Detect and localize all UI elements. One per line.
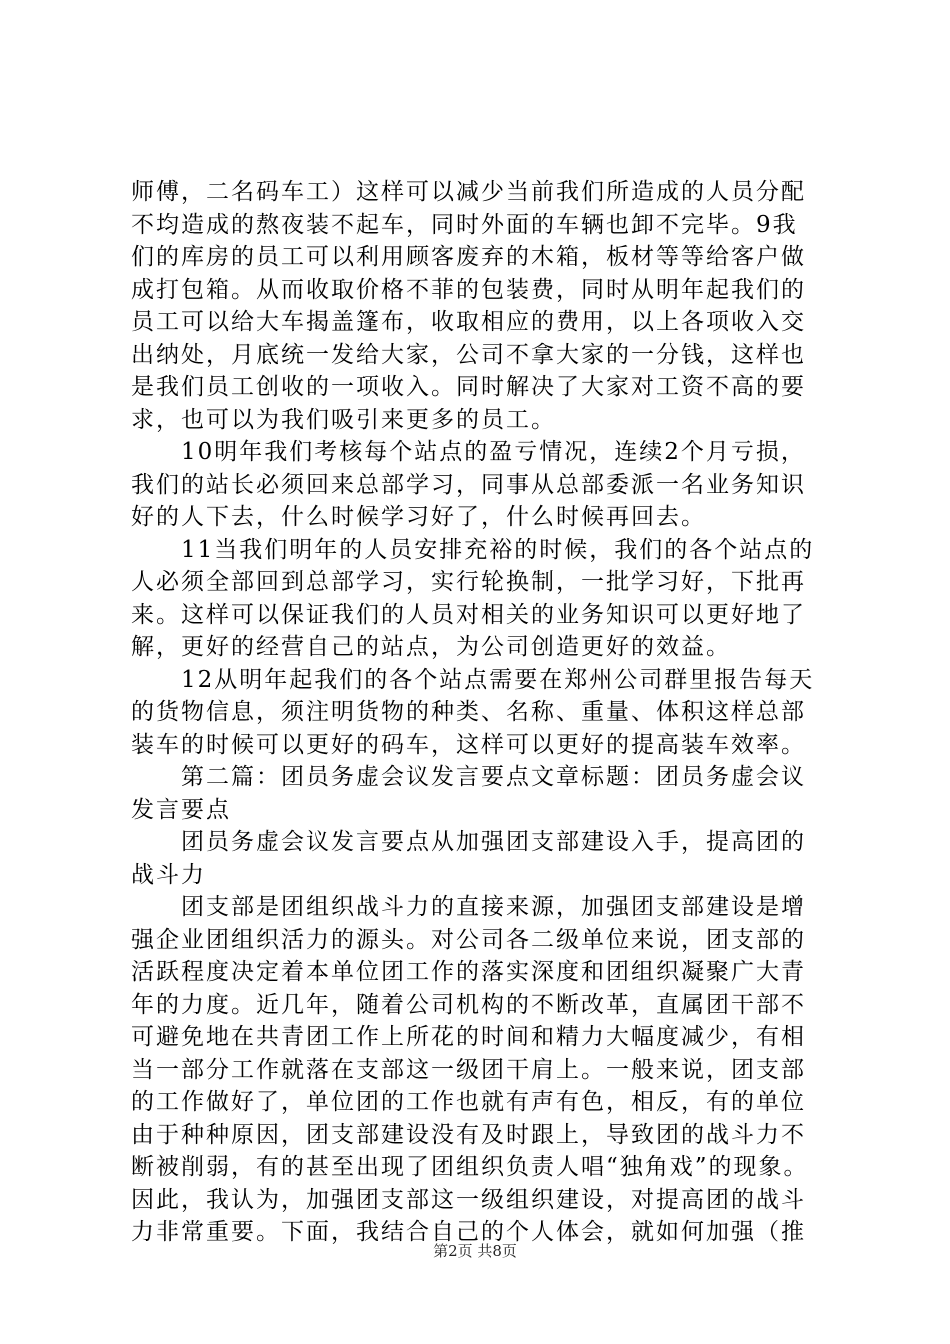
- text-line: 师傅，二名码车工）这样可以减少当前我们所造成的人员分配: [131, 179, 806, 205]
- text-line: 12从明年起我们的各个站点需要在郑州公司群里报告每天: [131, 666, 815, 693]
- text-line: 可避免地在共青团工作上所花的时间和精力大幅度减少，有相: [131, 1024, 806, 1050]
- text-line: 的工作做好了，单位团的工作也就有声有色，相反，有的单位: [131, 1089, 806, 1115]
- text-line: 活跃程度决定着本单位团工作的落实深度和团组织凝聚广大青: [131, 959, 806, 985]
- text-line: 装车的时候可以更好的码车，这样可以更好的提高装车效率。: [131, 731, 806, 758]
- text-line: 求，也可以为我们吸引来更多的员工。: [131, 406, 556, 433]
- text-line: 10明年我们考核每个站点的盈亏情况，连续2个月亏损，: [131, 439, 806, 465]
- text-line: 我们的站长必须回来总部学习，同事从总部委派一名业务知识: [131, 471, 806, 498]
- text-line: 是我们员工创收的一项收入。同时解决了大家对工资不高的要: [131, 374, 806, 400]
- text-line: 团支部是团组织战斗力的直接来源，加强团支部建设是增: [131, 894, 806, 920]
- text-line: 的货物信息，须注明货物的种类、名称、重量、体积这样总部: [131, 699, 806, 725]
- text-line: 解，更好的经营自己的站点，为公司创造更好的效益。: [131, 634, 731, 660]
- text-line: 因此，我认为，加强团支部这一级组织建设，对提高团的战斗: [131, 1186, 806, 1213]
- text-line: 不均造成的熬夜装不起车，同时外面的车辆也卸不完毕。9我: [131, 211, 798, 238]
- text-line: 力非常重要。下面，我结合自己的个人体会，就如何加强（推: [131, 1219, 806, 1245]
- text-line: 成打包箱。从而收取价格不菲的包装费，同时从明年起我们的: [131, 276, 806, 303]
- text-line: 当一部分工作就落在支部这一级团干肩上。一般来说，团支部: [131, 1056, 806, 1083]
- text-line: 团员务虚会议发言要点从加强团支部建设入手，提高团的: [131, 829, 806, 855]
- text-line: 来。这样可以保证我们的人员对相关的业务知识可以更好地了: [131, 601, 806, 628]
- page-footer: 第2页 共8页: [433, 1242, 517, 1260]
- text-line: 发言要点: [131, 796, 231, 823]
- text-line: 出纳处，月底统一发给大家，公司不拿大家的一分钱，这样也: [131, 341, 806, 368]
- text-line: 11当我们明年的人员安排充裕的时候，我们的各个站点的: [131, 536, 815, 563]
- document-body: [131, 176, 831, 1249]
- text-line: 好的人下去，什么时候学习好了，什么时候再回去。: [131, 504, 706, 530]
- text-line: 们的库房的员工可以利用顾客废弃的木箱，板材等等给客户做: [131, 244, 806, 270]
- text-line: 战斗力: [131, 861, 206, 888]
- text-line: 员工可以给大车揭盖篷布，收取相应的费用，以上各项收入交: [131, 309, 806, 335]
- text-line: 年的力度。近几年，随着公司机构的不断改革，直属团干部不: [131, 991, 806, 1018]
- text-line: 由于种种原因，团支部建设没有及时跟上，导致团的战斗力不: [131, 1121, 806, 1148]
- text-line: 强企业团组织活力的源头。对公司各二级单位来说，团支部的: [131, 926, 806, 953]
- text-line: 断被削弱，有的甚至出现了团组织负责人唱“独角戏”的现象。: [131, 1154, 809, 1180]
- text-line: 第二篇：团员务虚会议发言要点文章标题：团员务虚会议: [131, 764, 806, 790]
- text-line: 人必须全部回到总部学习，实行轮换制，一批学习好，下批再: [131, 569, 806, 595]
